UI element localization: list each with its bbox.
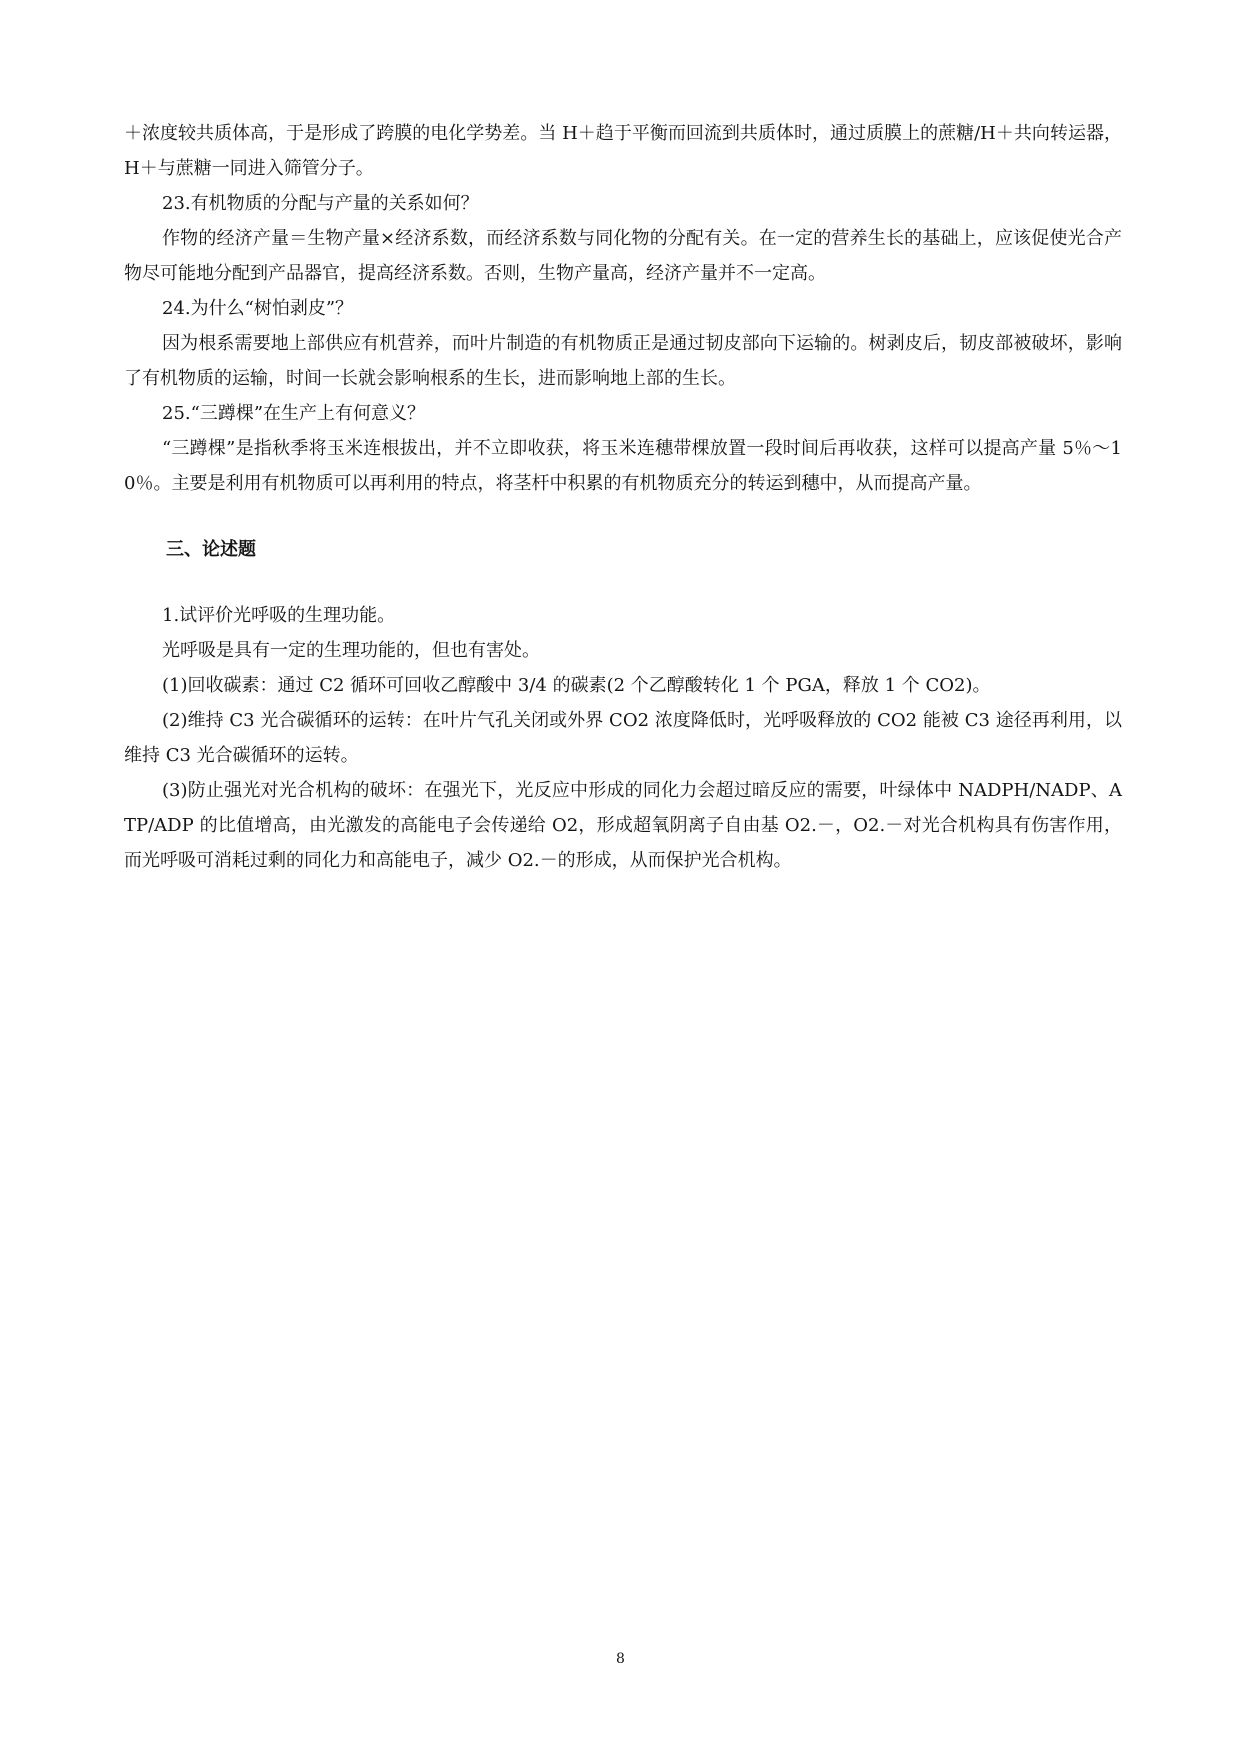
essay-1-intro: 光呼吸是具有一定的生理功能的，但也有害处。 — [162, 640, 540, 661]
document-body — [124, 116, 1122, 878]
paragraph-continued: ＋浓度较共质体高，于是形成了跨膜的电化学势差。当 H＋趋于平衡而回流到共质体时，通过质膜上的蔗糖/H＋共向转运器，H＋与蔗糖一同进入筛管分子。 — [124, 123, 1122, 179]
page-number: 8 — [616, 1651, 625, 1667]
question-24: 24.为什么“树怕剥皮”？ — [162, 298, 354, 319]
answer-24: 因为根系需要地上部供应有机营养，而叶片制造的有机物质正是通过韧皮部向下运输的。树剥皮后，韧皮部被破坏，影响了有机物质的运输，时间一长就会影响根系的生长，进而影响地上部的生长。 — [124, 333, 1122, 389]
spacer — [124, 567, 1122, 598]
section-heading: 三、论述题 — [166, 539, 256, 560]
essay-1-point-1: (1)回收碳素：通过 C2 循环可回收乙醇酸中 3/4 的碳素(2 个乙醇酸转化 1 个 PGA，释放 1 个 CO2)。 — [162, 675, 991, 696]
question-25: 25.“三蹲棵”在生产上有何意义？ — [162, 403, 426, 424]
spacer — [124, 501, 1122, 532]
question-23: 23.有机物质的分配与产量的关系如何？ — [162, 193, 479, 214]
answer-25: “三蹲棵”是指秋季将玉米连根拔出，并不立即收获，将玉米连穗带棵放置一段时间后再收获，这样可以提高产量 5％～10％。主要是利用有机物质可以再利用的特点，将茎杆中积累的有机物质充分的转运到穗中，从而提高产量。 — [124, 438, 1122, 494]
essay-question-1: 1.试评价光呼吸的生理功能。 — [162, 605, 396, 626]
essay-1-point-2: (2)维持 C3 光合碳循环的运转：在叶片气孔关闭或外界 CO2 浓度降低时，光呼吸释放的 CO2 能被 C3 途径再利用，以维持 C3 光合碳循环的运转。 — [124, 710, 1122, 766]
answer-23: 作物的经济产量＝生物产量×经济系数，而经济系数与同化物的分配有关。在一定的营养生长的基础上，应该促使光合产物尽可能地分配到产品器官，提高经济系数。否则，生物产量高，经济产量并不一定高。 — [124, 228, 1122, 284]
essay-1-point-3: (3)防止强光对光合机构的破坏：在强光下，光反应中形成的同化力会超过暗反应的需要，叶绿体中 NADPH/NADP、ATP/ADP 的比值增高，由光激发的高能电子会传递给 O2，形成超氧阴离子自由基 O2.－，O2.－对光合机构具有伤害作用，而光呼吸可消耗过剩的同化力和高能电子，减少 O2.－的形成，从而保护光合机构。 — [124, 780, 1122, 871]
